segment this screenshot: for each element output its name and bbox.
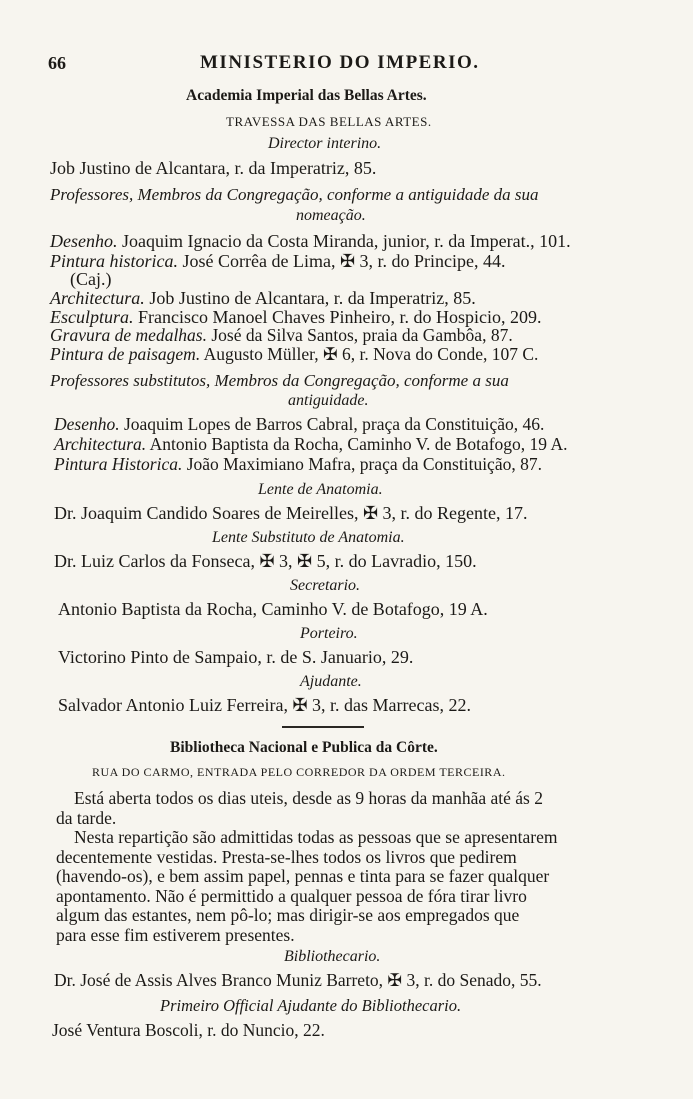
discipline-label: Desenho. — [50, 231, 118, 251]
entry-text: José Corrêa de Lima, ✠ 3, r. do Principe, 44. — [178, 251, 506, 271]
entry-text: José da Silva Santos, praia da Gambôa, 87. — [207, 325, 513, 345]
officer-name: Dr. Luiz Carlos da Fonseca, ✠ 3, ✠ 5, r. do Lavradio, 150. — [54, 551, 477, 571]
discipline-label: Gravura de medalhas. — [50, 325, 207, 345]
academia-heading: Academia Imperial das Bellas Artes. — [186, 87, 427, 104]
officer-name: Dr. Joaquim Candido Soares de Meirelles, ✠ 3, r. do Regente, 17. — [54, 503, 528, 523]
director-line: Job Justino de Alcantara, r. da Imperatriz, 85. — [50, 158, 377, 178]
officer-title: Porteiro. — [300, 625, 358, 642]
officer-name: Victorino Pinto de Sampaio, r. de S. Januario, 29. — [58, 647, 414, 667]
ajudante-name: José Ventura Boscoli, r. do Nuncio, 22. — [52, 1020, 325, 1040]
entry-text: Joaquim Lopes de Barros Cabral, praça da Constituição, 46. — [119, 414, 545, 434]
discipline-label: Architectura. — [54, 434, 147, 454]
entry-text: Augusto Müller, ✠ 6, r. Nova do Conde, 107 C. — [200, 344, 539, 364]
list-item — [50, 289, 476, 307]
list-item — [50, 232, 571, 250]
list-item — [50, 327, 513, 345]
running-head: MINISTERIO DO IMPERIO. — [200, 52, 480, 73]
section-divider — [282, 726, 364, 728]
officer-title: Lente de Anatomia. — [258, 481, 383, 498]
list-item — [54, 456, 542, 474]
entry-text: (Caj.) — [70, 269, 112, 289]
page-number: 66 — [48, 53, 66, 73]
list-item — [70, 270, 111, 288]
discipline-label: Pintura de paisagem. — [50, 344, 201, 364]
substitutos-heading: Professores substitutos, Membros da Congregação, conforme a sua — [50, 371, 509, 390]
professores-heading: Professores, Membros da Congregação, conforme a antiguidade da sua — [50, 185, 539, 204]
officer-title: Secretario. — [290, 577, 361, 594]
discipline-label: Desenho. — [54, 414, 120, 434]
bibliothecario-name: Dr. José de Assis Alves Branco Muniz Barreto, ✠ 3, r. do Senado, 55. — [54, 970, 542, 990]
discipline-label: Architectura. — [50, 288, 145, 308]
paragraph-line: da tarde. — [56, 808, 117, 828]
paragraph-line: Nesta repartição são admittidas todas as pessoas que se apresentarem — [74, 827, 558, 847]
academia-address: TRAVESSA DAS BELLAS ARTES. — [226, 114, 432, 129]
paragraph-line: (havendo-os), e bem assim papel, pennas e tinta para se fazer qualquer — [56, 866, 550, 886]
list-item — [54, 436, 567, 454]
entry-text: Joaquim Ignacio da Costa Miranda, junior, r. da Imperat., 101. — [117, 231, 571, 251]
officer-title: Ajudante. — [300, 673, 362, 690]
ajudante-title: Primeiro Official Ajudante do Bibliothecario. — [160, 996, 462, 1015]
list-item — [50, 252, 506, 270]
substitutos-heading-cont: antiguidade. — [288, 392, 369, 409]
bibliothecario-title: Bibliothecario. — [284, 948, 381, 965]
discipline-label: Esculptura. — [50, 307, 134, 327]
entry-text: Francisco Manoel Chaves Pinheiro, r. do Hospicio, 209. — [133, 307, 542, 327]
list-item — [50, 346, 538, 364]
officer-name: Antonio Baptista da Rocha, Caminho V. de Botafogo, 19 A. — [58, 599, 488, 619]
entry-text: João Maximiano Mafra, praça da Constituição, 87. — [182, 454, 542, 474]
paragraph-line: para esse fim estiverem presentes. — [56, 925, 295, 945]
list-item — [54, 416, 544, 434]
paragraph-line: apontamento. Não é permittido a qualquer pessoa de fóra tirar livro — [56, 886, 527, 906]
entry-text: Antonio Baptista da Rocha, Caminho V. de Botafogo, 19 A. — [146, 434, 568, 454]
entry-text: Job Justino de Alcantara, r. da Imperatriz, 85. — [144, 288, 476, 308]
professores-heading-cont: nomeação. — [296, 207, 366, 224]
officer-title: Lente Substituto de Anatomia. — [212, 529, 405, 546]
paragraph-line: algum das estantes, nem pô-lo; mas dirigir-se aos empregados que — [56, 905, 520, 925]
discipline-label: Pintura historica. — [50, 251, 179, 271]
paragraph-line: Está aberta todos os dias uteis, desde as 9 horas da manhãa até ás 2 — [74, 788, 543, 808]
list-item — [50, 308, 541, 326]
officer-name: Salvador Antonio Luiz Ferreira, ✠ 3, r. das Marrecas, 22. — [58, 695, 471, 715]
paragraph-line: decentemente vestidas. Presta-se-lhes todos os livros que pedirem — [56, 847, 517, 867]
director-title: Director interino. — [268, 135, 382, 152]
biblioteca-address: RUA DO CARMO, ENTRADA PELO CORREDOR DA ORDEM TERCEIRA. — [92, 765, 506, 779]
biblioteca-heading: Bibliotheca Nacional e Publica da Côrte. — [170, 739, 438, 756]
discipline-label: Pintura Historica. — [54, 454, 183, 474]
